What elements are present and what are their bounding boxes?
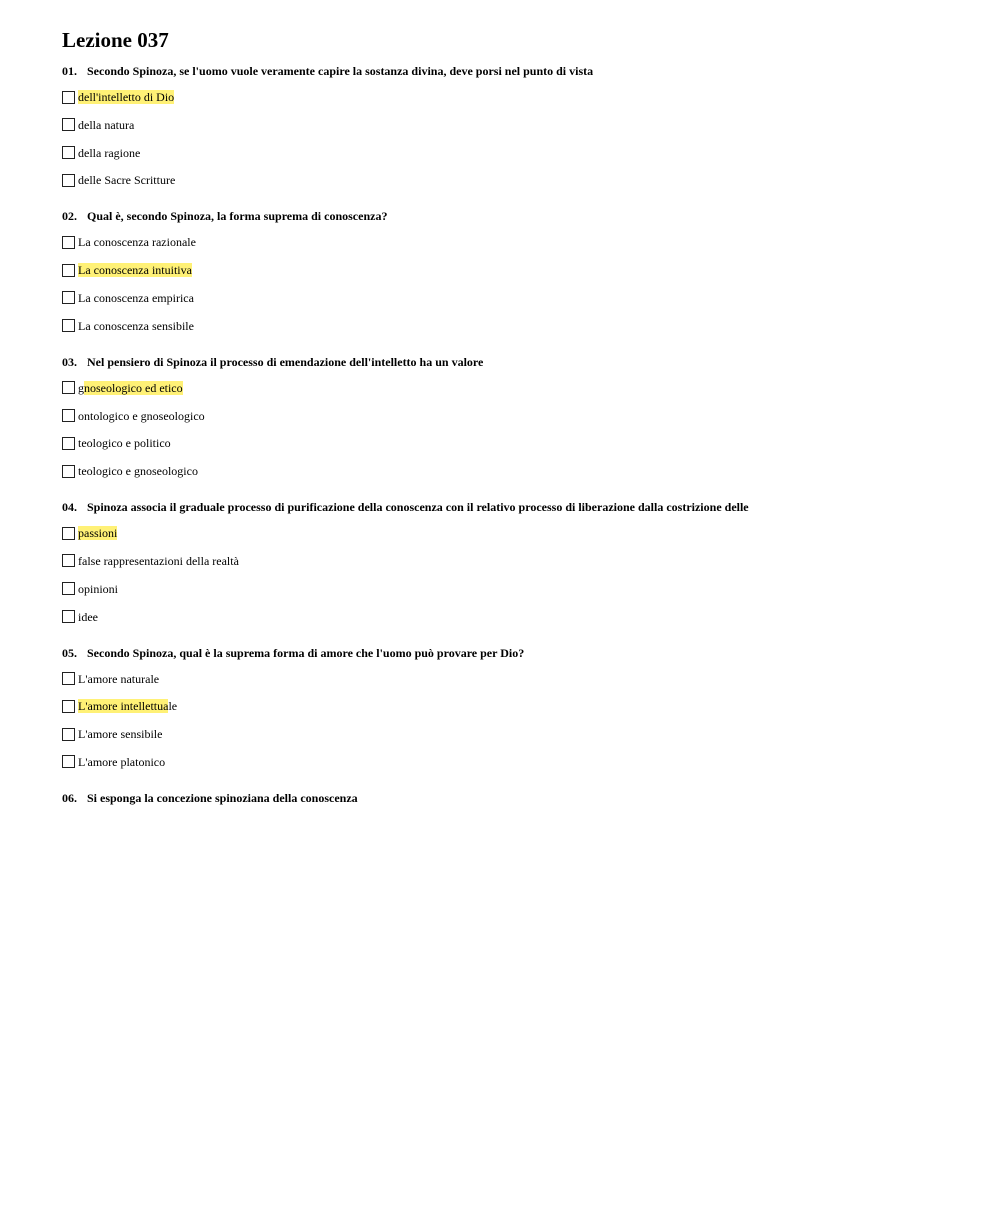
- answer-checkbox[interactable]: [62, 554, 75, 567]
- question-heading: [62, 208, 962, 224]
- question-number: 01.: [62, 64, 77, 78]
- answer-list: [62, 524, 962, 625]
- answer-checkbox[interactable]: [62, 381, 75, 394]
- answer-checkbox[interactable]: [62, 672, 75, 685]
- answer-highlight: noseologico ed etico: [84, 380, 183, 395]
- answer-option[interactable]: [62, 88, 962, 106]
- answer-text: opinioni: [78, 581, 119, 596]
- lesson-title: Lezione 037: [62, 28, 169, 52]
- answer-checkbox[interactable]: [62, 755, 75, 768]
- answer-text: teologico e politico: [78, 436, 171, 451]
- answer-text: della ragione: [78, 145, 141, 160]
- question-05: [62, 645, 962, 771]
- answer-option[interactable]: [62, 289, 962, 307]
- answer-text: La conoscenza sensibile: [78, 318, 194, 333]
- answer-checkbox[interactable]: [62, 291, 75, 304]
- answer-option[interactable]: [62, 116, 962, 134]
- answer-text: [78, 262, 192, 278]
- question-text: Spinoza associa il graduale processo di purificazione della conoscenza con il relativo processo di liberazione dalla costrizione delle: [87, 500, 749, 515]
- answer-option[interactable]: [62, 524, 962, 542]
- document-page: [62, 27, 962, 825]
- question-heading: [62, 354, 962, 370]
- question-heading: [62, 790, 962, 806]
- question-text: Nel pensiero di Spinoza il processo di emendazione dell'intelletto ha un valore: [87, 354, 484, 369]
- answer-text: [78, 525, 117, 541]
- answer-list: [62, 88, 962, 189]
- answer-list: [62, 670, 962, 771]
- answer-option[interactable]: [62, 670, 962, 688]
- answer-checkbox[interactable]: [62, 582, 75, 595]
- question-03: [62, 354, 962, 480]
- answer-option[interactable]: [62, 697, 962, 715]
- question-heading: [62, 63, 962, 79]
- answer-option[interactable]: [62, 462, 962, 480]
- question-heading: [62, 499, 962, 515]
- answer-checkbox[interactable]: [62, 319, 75, 332]
- question-06: [62, 790, 962, 806]
- question-number: 03.: [62, 354, 77, 369]
- answer-text: L'amore intellettuale: [78, 699, 178, 714]
- question-number: 02.: [62, 209, 77, 224]
- answer-option[interactable]: [62, 608, 962, 626]
- answer-text: gnoseologico ed etico: [78, 380, 183, 395]
- answer-checkbox[interactable]: [62, 118, 75, 131]
- answer-option[interactable]: [62, 725, 962, 743]
- question-02: [62, 208, 962, 334]
- answer-checkbox[interactable]: [62, 465, 75, 478]
- answer-text: ontologico e gnoseologico: [78, 408, 205, 423]
- answer-checkbox[interactable]: [62, 146, 75, 159]
- answer-checkbox[interactable]: [62, 236, 75, 249]
- question-number: 05.: [62, 645, 77, 660]
- answer-checkbox[interactable]: [62, 174, 75, 187]
- answer-option[interactable]: [62, 580, 962, 598]
- answer-option[interactable]: [62, 144, 962, 162]
- answer-checkbox[interactable]: [62, 610, 75, 623]
- question-number: 04.: [62, 500, 77, 515]
- answer-text: delle Sacre Scritture: [78, 173, 176, 188]
- answer-option[interactable]: [62, 407, 962, 425]
- answer-text: L'amore naturale: [78, 671, 160, 686]
- answer-option[interactable]: [62, 379, 962, 397]
- answer-option[interactable]: [62, 552, 962, 570]
- answer-checkbox[interactable]: [62, 91, 75, 104]
- answer-text: idee: [78, 609, 98, 624]
- answer-text: della natura: [78, 117, 135, 132]
- answer-text: teologico e gnoseologico: [78, 464, 198, 479]
- question-text: Secondo Spinoza, qual è la suprema forma di amore che l'uomo può provare per Dio?: [87, 645, 525, 660]
- question-text: Secondo Spinoza, se l'uomo vuole veramente capire la sostanza divina, deve porsi nel punto di vista: [87, 64, 594, 78]
- answer-option[interactable]: [62, 233, 962, 251]
- answer-option[interactable]: [62, 171, 962, 189]
- question-text: Qual è, secondo Spinoza, la forma suprema di conoscenza?: [87, 209, 388, 224]
- answer-checkbox[interactable]: [62, 264, 75, 277]
- answer-option[interactable]: [62, 317, 962, 335]
- answer-text: L'amore sensibile: [78, 727, 163, 742]
- question-number: 06.: [62, 790, 77, 805]
- answer-checkbox[interactable]: [62, 437, 75, 450]
- answer-highlight: L'amore intellettua: [78, 699, 169, 714]
- answer-list: [62, 379, 962, 480]
- answer-checkbox[interactable]: [62, 527, 75, 540]
- answer-option[interactable]: [62, 261, 962, 279]
- answer-text: L'amore platonico: [78, 754, 166, 769]
- answer-checkbox[interactable]: [62, 409, 75, 422]
- answer-text: La conoscenza razionale: [78, 235, 196, 250]
- question-01: [62, 63, 962, 189]
- answer-text: La conoscenza empirica: [78, 290, 194, 305]
- answer-text: false rappresentazioni della realtà: [78, 553, 239, 568]
- answer-list: [62, 233, 962, 334]
- answer-option[interactable]: [62, 434, 962, 452]
- answer-highlight: dell'intelletto di Dio: [78, 90, 175, 104]
- answer-checkbox[interactable]: [62, 700, 75, 713]
- answer-checkbox[interactable]: [62, 728, 75, 741]
- answer-highlight: La conoscenza intuitiva: [78, 263, 192, 278]
- answer-text: [78, 89, 174, 105]
- question-heading: [62, 645, 962, 661]
- answer-highlight: passioni: [78, 526, 118, 541]
- question-04: [62, 499, 962, 625]
- question-text: Si esponga la concezione spinoziana della conoscenza: [87, 790, 358, 805]
- answer-option[interactable]: [62, 753, 962, 771]
